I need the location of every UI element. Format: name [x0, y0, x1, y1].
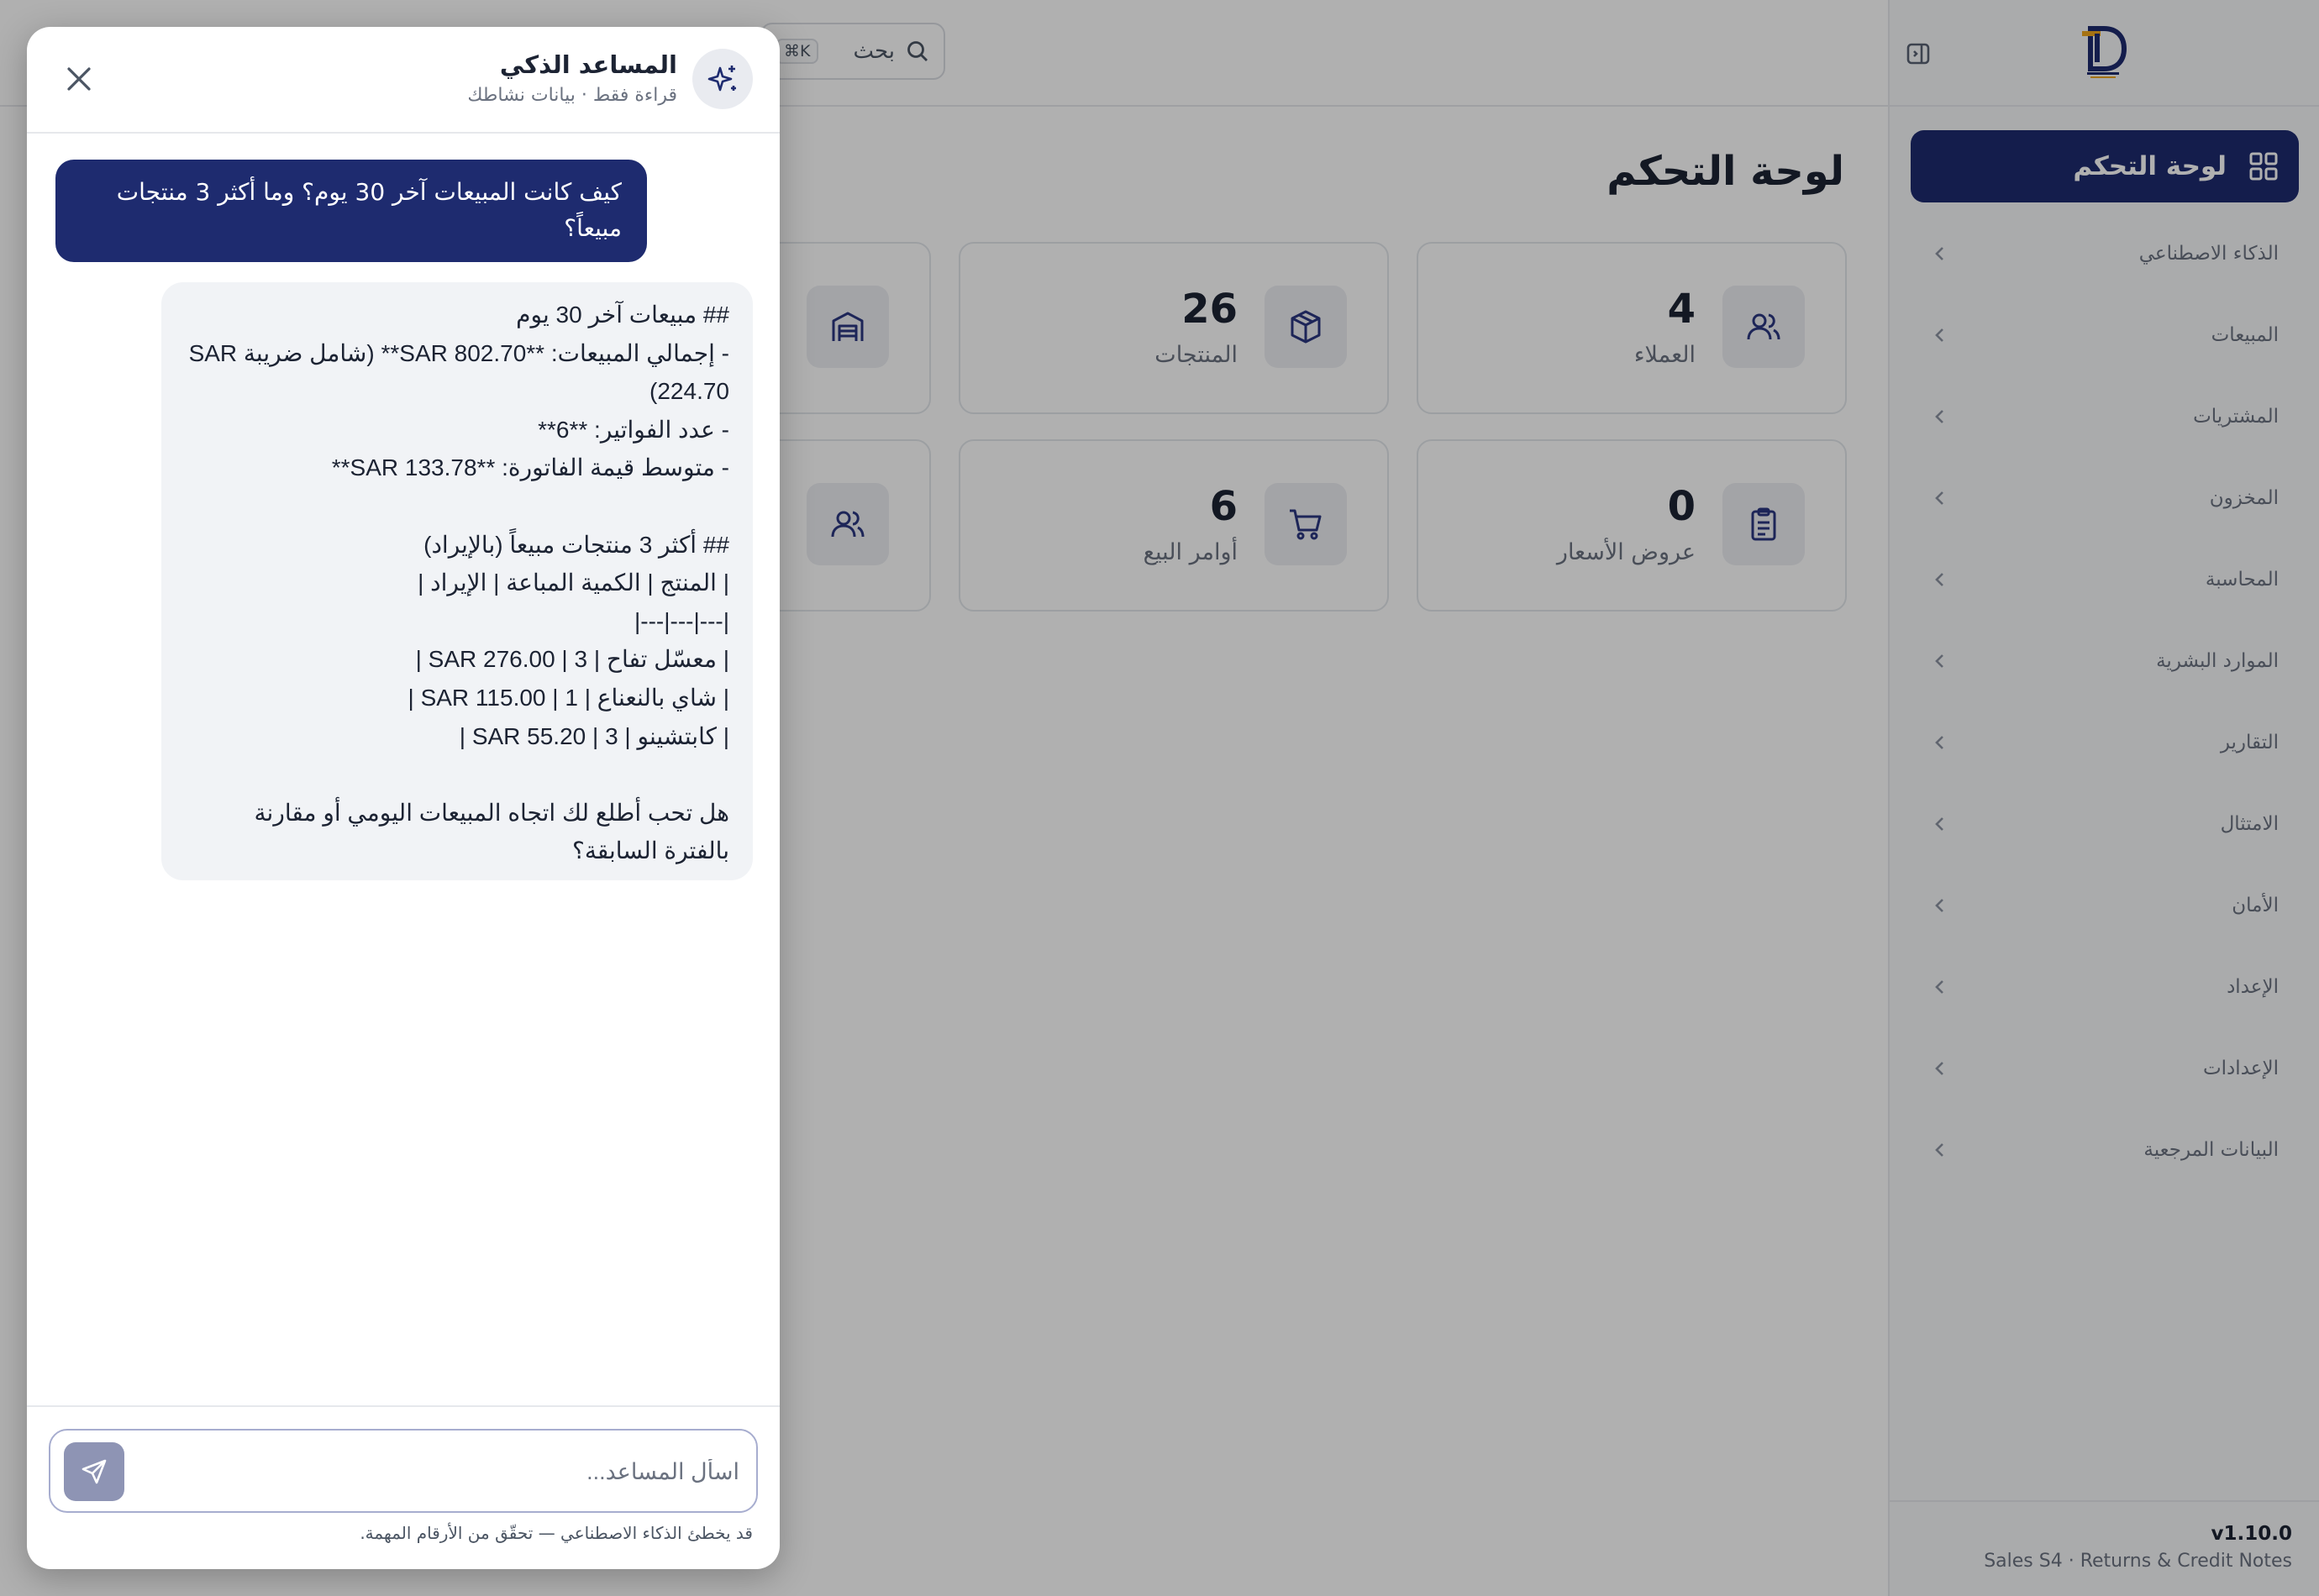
app-version: v1.10.0 [2211, 1523, 2292, 1545]
stat-label: المنتجات [1154, 342, 1238, 368]
sidebar-item-label: البيانات المرجعية [2143, 1138, 2279, 1161]
send-button[interactable] [64, 1442, 124, 1501]
sidebar-item-label: المحاسبة [2205, 568, 2279, 591]
sparkles-icon [692, 49, 753, 109]
sidebar-item-label: الامتثال [2220, 812, 2279, 835]
message-composer [49, 1429, 758, 1513]
sidebar-item-label: الإعدادات [2203, 1057, 2279, 1079]
assistant-subtitle: قراءة فقط · بيانات نشاطك [467, 85, 677, 106]
sidebar-item-label: الأمان [2232, 894, 2279, 916]
sidebar-item-label: الموارد البشرية [2156, 649, 2279, 672]
message-input[interactable] [143, 1446, 741, 1498]
assistant-title: المساعد الذكي [499, 50, 677, 79]
sidebar-item-label: المخزون [2209, 486, 2279, 509]
stat-label: أوامر البيع [1143, 539, 1238, 565]
composer-divider [27, 1405, 780, 1407]
user-message: كيف كانت المبيعات آخر 30 يوم؟ وما أكثر 3 منتجات مبيعاً؟ [55, 160, 647, 262]
assistant-message: ## مبيعات آخر 30 يوم - إجمالي المبيعات: **SAR 802.70** (شامل ضريبة SAR 224.70) - عدد الفواتير: **6** - متوسط قيمة الفاتورة: **SAR 133.78** ## أكثر 3 منتجات مبيعاً (بالإيراد) | المنتج | الكمية المباعة | الإيراد | |---|---|---| | معسّل تفاح | 3 | SAR 276.00 | | شاي بالنعناع | 1 | SAR 115.00 | | كابتشينو | 3 | SAR 55.20 | هل تحب أطلع لك اتجاه المبيعات اليومي أو مقارنة بالفترة السابقة؟ [161, 282, 753, 880]
build-info: Sales S4 · Returns & Credit Notes [1984, 1551, 2292, 1572]
sidebar-item-label: الذكاء الاصطناعي [2138, 242, 2279, 265]
sidebar-item-label: التقارير [2220, 731, 2279, 753]
ai-assistant-panel [27, 27, 780, 1569]
stat-label: العملاء [1633, 342, 1696, 368]
page-title: لوحة التحكم [1606, 148, 1844, 195]
stat-label: عروض الأسعار [1556, 539, 1696, 565]
search-label: بحث [853, 39, 895, 64]
send-icon [80, 1457, 108, 1486]
stat-value: 6 [1209, 483, 1238, 530]
sidebar-item-label: المشتريات [2193, 405, 2279, 428]
ai-disclaimer: قد يخطئ الذكاء الاصطناعي — تحقّق من الأرقام المهمة. [360, 1523, 753, 1543]
assistant-header [27, 27, 780, 134]
close-icon[interactable] [60, 60, 97, 97]
sidebar-item-label: لوحة التحكم [2073, 151, 2227, 181]
search-shortcut: ⌘K [776, 39, 818, 64]
sidebar-item-label: المبيعات [2211, 323, 2279, 346]
stat-value: 26 [1181, 286, 1238, 333]
stat-value: 4 [1667, 286, 1696, 333]
sidebar-item-label: الإعداد [2227, 975, 2279, 998]
stat-value: 0 [1667, 483, 1696, 530]
